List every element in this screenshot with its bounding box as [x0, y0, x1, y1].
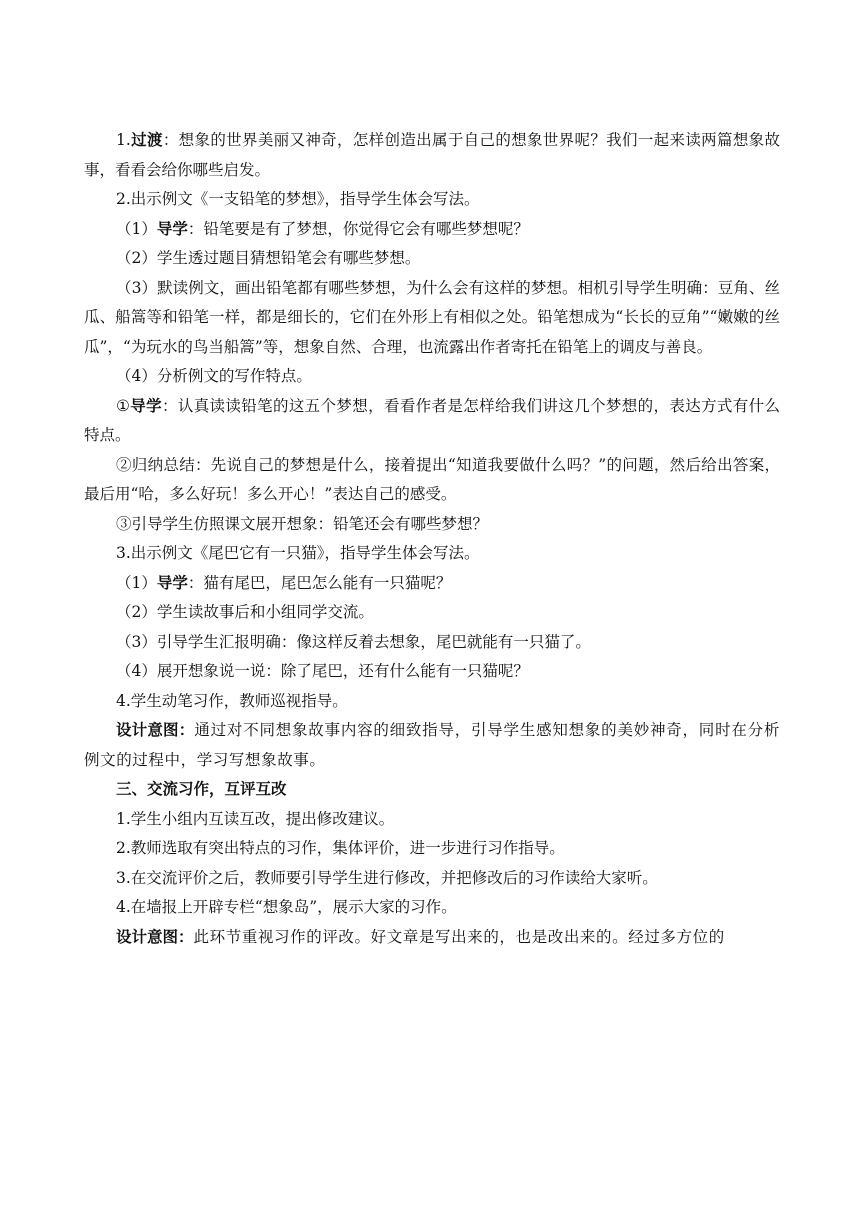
- paragraph-text: ②归纳总结：先说自己的梦想是什么，接着提出“知道我要做什么吗？”的问题，然后给出答案，最后用“哈，多么好玩！多么开心！”表达自己的感受。: [84, 455, 780, 503]
- paragraph-text: 2.出示例文《一支铅笔的梦想》，指导学生体会写法。: [116, 190, 480, 208]
- section3-item: 1.学生小组内互读互改，提出修改建议。: [116, 809, 395, 828]
- paragraph-summary: [84, 451, 780, 510]
- paragraph-report: [84, 628, 780, 658]
- item-number: （1）: [116, 573, 157, 592]
- document-page: [84, 126, 780, 952]
- section3-item: 2.教师选取有突出特点的习作，集体评价，进一步进行习作指导。: [116, 839, 565, 857]
- paragraph-text: ③引导学生仿照课文展开想象：铅笔还会有哪些梦想？: [116, 514, 489, 533]
- paragraph-text: （2）学生透过题目猜想铅笔会有哪些梦想。: [116, 249, 421, 267]
- section-heading: 三、交流习作，互评互改: [116, 780, 287, 798]
- item-number: ①: [116, 396, 131, 415]
- paragraph-transition: [84, 126, 780, 185]
- paragraph-text: ：认真读读铅笔的这五个梦想，看看作者是怎样给我们讲这几个梦想的，表达方式有什么特点。: [84, 396, 780, 444]
- paragraph-text: （4）展开想象说一说：除了尾巴，还有什么能有一只猫呢？: [116, 662, 529, 680]
- paragraph-text: （4）分析例文的写作特点。: [116, 367, 312, 385]
- bold-label: 过渡: [130, 131, 163, 149]
- bold-label: 导学: [156, 219, 188, 238]
- paragraph-read: [84, 274, 780, 363]
- paragraph-analyze: [84, 362, 780, 392]
- section3-item: 4.在墙报上开辟专栏“想象岛”，展示大家的习作。: [116, 898, 457, 916]
- paragraph-text: （2）学生读故事后和小组同学交流。: [116, 603, 374, 621]
- intent-label: 设计意图：: [116, 927, 194, 946]
- paragraph-example-2: [84, 539, 780, 569]
- paragraph-text: ：铅笔要是有了梦想，你觉得它会有哪些梦想呢？: [187, 219, 529, 238]
- paragraph-text: （3）引导学生汇报明确：像这样反着去想象，尾巴就能有一只猫了。: [116, 632, 591, 651]
- paragraph-guide-2: [84, 392, 780, 451]
- bold-label: 导学: [156, 573, 188, 592]
- paragraph-text: （3）默读例文，画出铅笔都有哪些梦想，为什么会有这样的梦想。相机引导学生明确：豆角、丝瓜、船篙等和铅笔一样，都是细长的，它们在外形上有相似之处。铅笔想成为“长长的豆角”“嫩嫩的丝瓜”，“为玩水的鸟当船篙”等，想象自然、合理，也流露出作者寄托在铅笔上的调皮与善良。: [84, 278, 780, 356]
- paragraph-write: [84, 687, 780, 717]
- item-number: （1）: [116, 219, 157, 238]
- intent-text: 通过对不同想象故事内容的细致指导，引导学生感知想象的美妙神奇，同时在分析例文的过程中，学习写想象故事。: [84, 721, 780, 769]
- paragraph-text: ：猫有尾巴，尾巴怎么能有一只猫呢？: [187, 573, 452, 592]
- intent-text: 此环节重视习作的评改。好文章是写出来的，也是改出来的。经过多方位的: [193, 927, 725, 946]
- paragraph-guess: [84, 244, 780, 274]
- paragraph-discuss: [84, 598, 780, 628]
- paragraph-text: 4.学生动笔习作，教师巡视指导。: [116, 691, 348, 710]
- paragraph-text: ：想象的世界美丽又神奇，怎样创造出属于自己的想象世界呢？我们一起来读两篇想象故事，看看会给你哪些启发。: [84, 131, 780, 179]
- section3-item: 3.在交流评价之后，教师要引导学生进行修改，并把修改后的习作读给大家听。: [116, 868, 658, 887]
- bold-label: 导学: [130, 396, 162, 415]
- paragraph-guide-1: [84, 215, 780, 245]
- paragraph-imitate: [84, 510, 780, 540]
- design-intent-2: [84, 923, 780, 953]
- intent-label: 设计意图：: [116, 721, 195, 739]
- paragraph-text: 3.出示例文《尾巴它有一只猫》，指导学生体会写法。: [116, 544, 480, 562]
- design-intent-1: [84, 716, 780, 775]
- paragraph-guide-3: [84, 569, 780, 599]
- paragraph-expand: [84, 657, 780, 687]
- paragraph-example-1: [84, 185, 780, 215]
- item-number: 1.: [116, 131, 131, 149]
